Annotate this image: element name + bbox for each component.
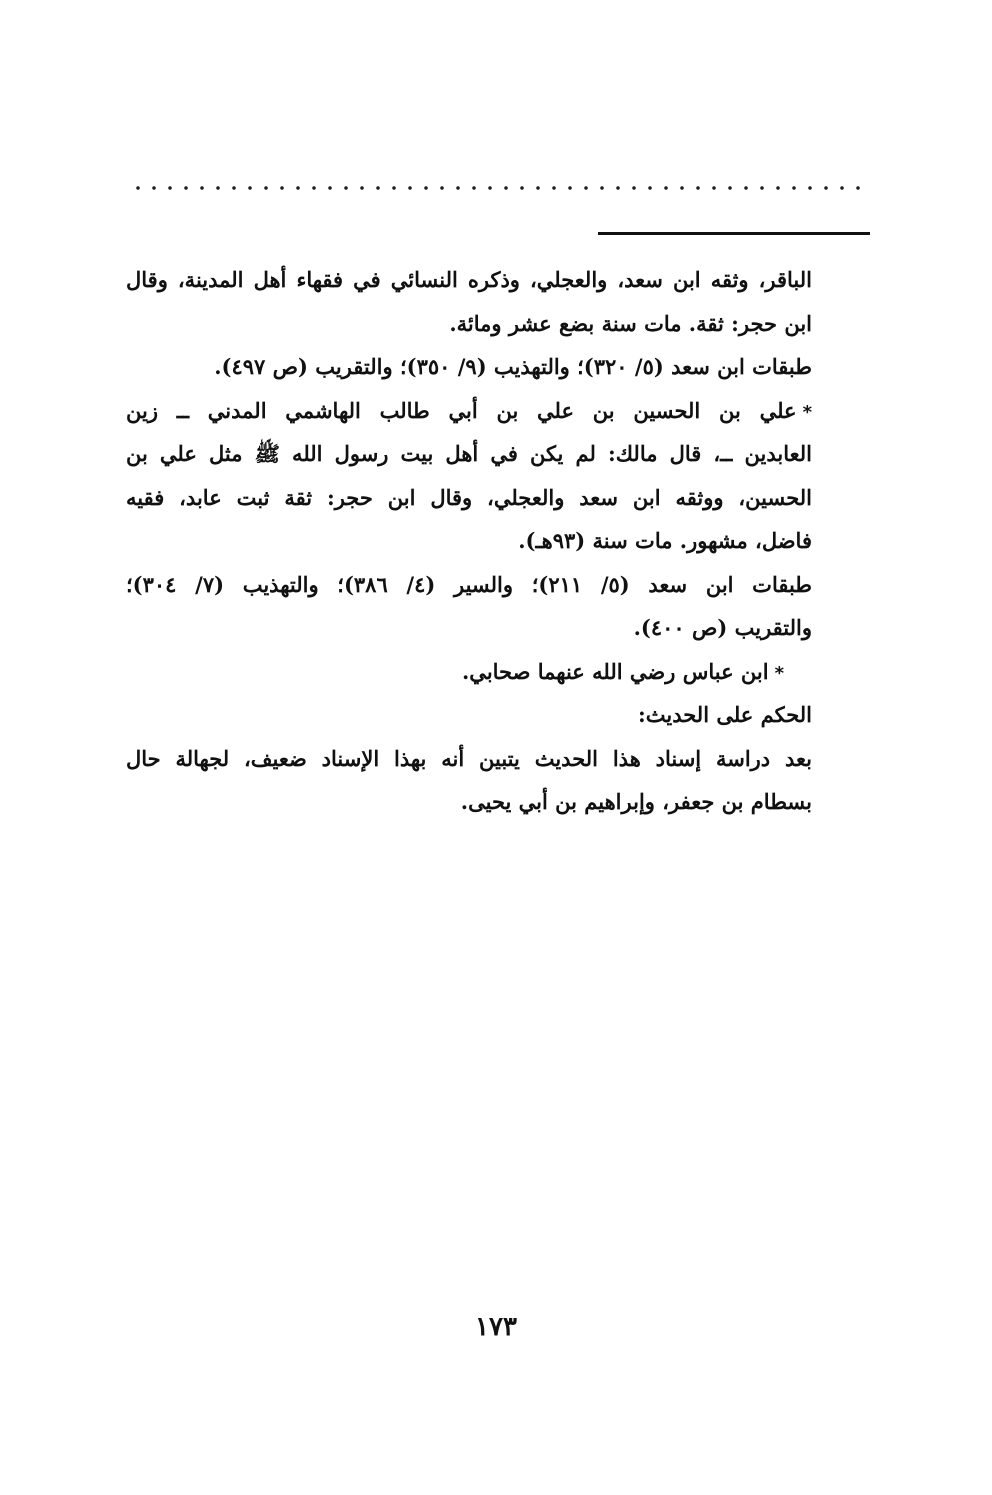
- footnote-rule: [598, 232, 870, 235]
- citation-line-3: والتقريب (ص ٤٠٠).: [633, 615, 812, 640]
- footnote-text: [126, 258, 812, 824]
- citation-line-2: طبقات ابن سعد (٥/ ٢١١)؛ والسير (٤/ ٣٨٦)؛ والتهذيب (٧/ ٣٠٤)؛: [126, 571, 812, 597]
- text-line-7: فاضل، مشهور. مات سنة (٩٣هـ).: [518, 528, 812, 553]
- bullet-star-icon: *: [774, 662, 784, 684]
- section-heading: الحكم على الحديث:: [638, 702, 812, 727]
- text-line-6: الحسين، ووثقه ابن سعد والعجلي، وقال ابن حجر: ثقة ثبت عابد، فقيه: [126, 484, 812, 510]
- narrator-entry-ali-text: علي بن الحسين بن علي بن أبي طالب الهاشمي المدني ــ زين: [126, 397, 797, 423]
- narrator-entry-ali: [126, 389, 812, 433]
- verdict-line-1: بعد دراسة إسناد هذا الحديث يتبين أنه بهذا الإسناد ضعيف، لجهالة حال: [126, 745, 812, 771]
- bullet-star-icon: *: [802, 401, 812, 423]
- narrator-entry-ibn-abbas-text: ابن عباس رضي الله عنهما صحابي.: [462, 658, 769, 684]
- citation-line-1: طبقات ابن سعد (٥/ ٣٢٠)؛ والتهذيب (٩/ ٣٥٠)؛ والتقريب (ص ٤٩٧).: [214, 354, 812, 379]
- dotted-separator: [130, 186, 870, 190]
- text-line-5: العابدين ــ، قال مالك: لم يكن في أهل بيت رسول الله ﷺ مثل علي بن: [126, 441, 812, 466]
- text-line-1: الباقر، وثقه ابن سعد، والعجلي، وذكره النسائي في فقهاء أهل المدينة، وقال: [126, 267, 812, 292]
- text-line-2: ابن حجر: ثقة. مات سنة بضع عشر ومائة.: [449, 310, 812, 336]
- verdict-line-2: بسطام بن جعفر، وإبراهيم بن أبي يحيى.: [460, 789, 812, 814]
- narrator-entry-ibn-abbas: [126, 650, 812, 694]
- page-number: ١٧٣: [475, 1312, 517, 1342]
